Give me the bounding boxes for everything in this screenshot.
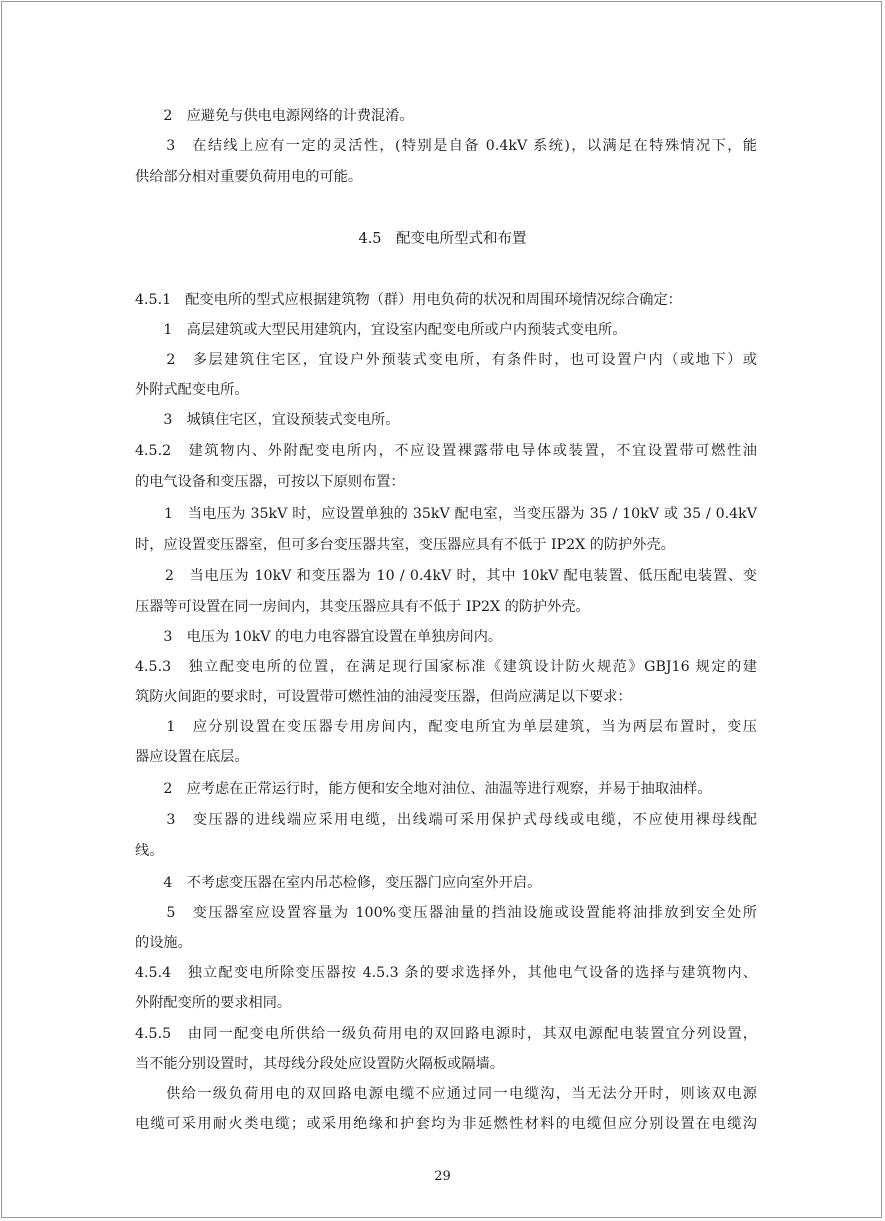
text-line: 电缆可采用耐火类电缆；或采用绝缘和护套均为非延燃性材料的电缆但应分别设置在电缆沟 (135, 1116, 757, 1132)
text-line: 筑防火间距的要求时，可设置带可燃性油的油浸变压器，但尚应满足以下要求： (135, 689, 632, 705)
clause-4-5-5: 4.5.5 由同一配变电所供给一级负荷用电的双回路电源时，其双电源配电装置宜分列设置， (135, 1026, 757, 1042)
text-line: 2 应考虑在正常运行时，能方便和安全地对油位、油温等进行观察，并易于抽取油样。 (135, 781, 712, 797)
text-line: 2 应避免与供电电源网络的计费混淆。 (135, 108, 414, 124)
text-line: 压器等可设置在同一房间内，其变压器应具有不低于 IP2X 的防护外壳。 (135, 599, 590, 615)
text-line: 的设施。 (135, 935, 192, 951)
text-line: 1 应分别设置在变压器专用房间内，配变电所宜为单层建筑，当为两层布置时，变压 (135, 719, 757, 735)
section-heading: 4.5 配变电所型式和布置 (358, 231, 527, 247)
text-line: 2 当电压为 10kV 和变压器为 10 / 0.4kV 时，其中 10kV 配电装置、低压配电装置、变 (135, 568, 757, 584)
text-line: 3 变压器的进线端应采用电缆，出线端可采用保护式母线或电缆，不应使用裸母线配 (135, 812, 757, 828)
text-line: 3 城镇住宅区，宜设预装式变电所。 (135, 412, 400, 428)
text-line: 外附式配变电所。 (135, 382, 249, 398)
text-line: 3 在结线上应有一定的灵活性，(特别是自备 0.4kV 系统)，以满足在特殊情况下，能 (135, 138, 757, 154)
text-line: 供给部分相对重要负荷用电的可能。 (135, 169, 363, 185)
text-line: 时，应设置变压器室，但可多台变压器共室，变压器应具有不低于 IP2X 的防护外壳。 (135, 537, 675, 553)
text-line: 外附配变所的要求相同。 (135, 995, 292, 1011)
text-line: 当不能分别设置时，其母线分段处应设置防火隔板或隔墙。 (135, 1056, 504, 1072)
text-line: 1 当电压为 35kV 时，应设置单独的 35kV 配电室，当变压器为 35 / 10kV 或 35 / 0.4kV (135, 506, 757, 522)
text-line: 3 电压为 10kV 的电力电容器宜设置在单独房间内。 (135, 629, 503, 645)
clause-4-5-3: 4.5.3 独立配变电所的位置，在满足现行国家标准《建筑设计防火规范》GBJ16 规定的建 (135, 659, 757, 675)
clause-4-5-4: 4.5.4 独立配变电所除变压器按 4.5.3 条的要求选择外，其他电气设备的选择与建筑物内、 (135, 965, 757, 981)
text-line: 2 多层建筑住宅区，宜设户外预装式变电所，有条件时，也可设置户内（或地下）或 (135, 352, 757, 368)
clause-4-5-1: 4.5.1 配变电所的型式应根据建筑物（群）用电负荷的状况和周围环境情况综合确定： (135, 292, 682, 308)
text-line: 供给一级负荷用电的双回路电源电缆不应通过同一电缆沟，当无法分开时，则该双电源 (135, 1086, 757, 1102)
text-line: 5 变压器室应设置容量为 100%变压器油量的挡油设施或设置能将油排放到安全处所 (135, 905, 757, 921)
text-line: 的电气设备和变压器，可按以下原则布置： (135, 474, 405, 490)
text-line: 器应设置在底层。 (135, 749, 249, 765)
text-line: 4 不考虑变压器在室内吊芯检修，变压器门应向室外开启。 (135, 875, 542, 891)
page-number: 29 (434, 1169, 451, 1184)
text-line: 1 高层建筑或大型民用建筑内，宜设室内配变电所或户内预装式变电所。 (135, 322, 627, 338)
text-line: 线。 (135, 843, 164, 859)
clause-4-5-2: 4.5.2 建筑物内、外附配变电所内，不应设置裸露带电导体或装置，不宜设置带可燃性油 (135, 443, 757, 459)
